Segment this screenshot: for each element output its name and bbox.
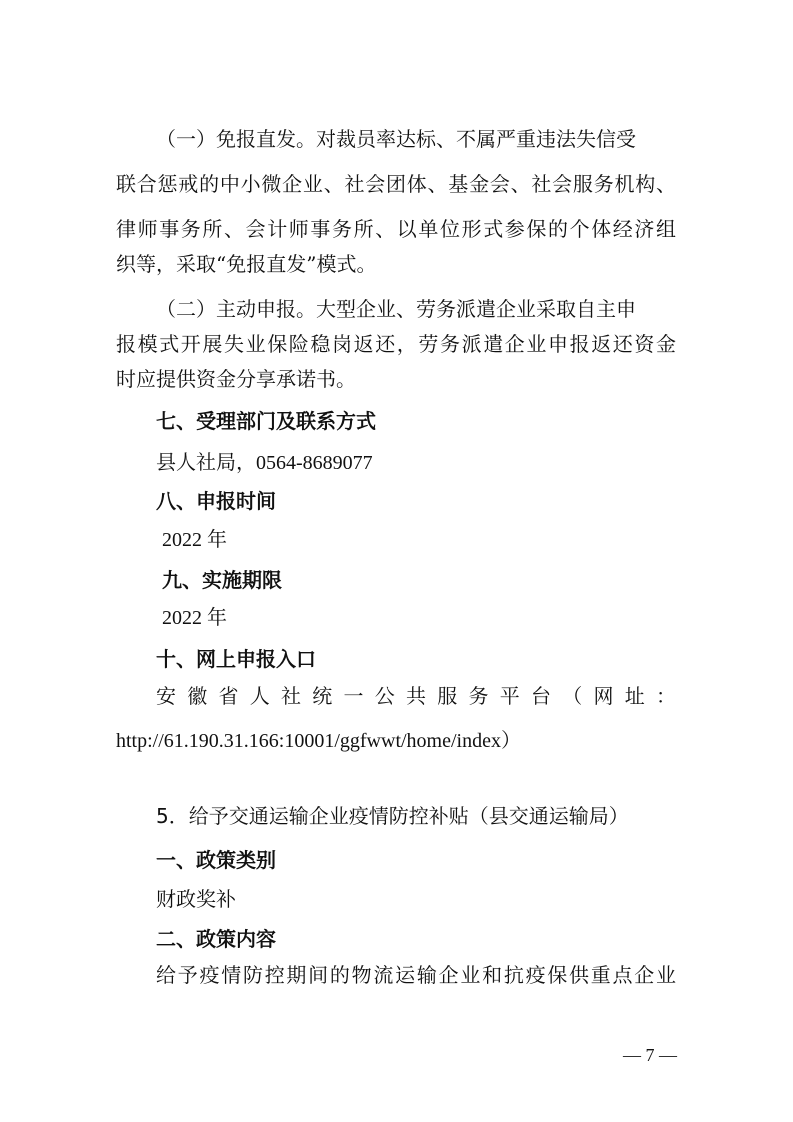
policy-5-section-2-heading: 二、政策内容 bbox=[156, 927, 276, 951]
policy-5-title: 5．给予交通运输企业疫情防控补贴（县交通运输局） bbox=[156, 804, 629, 828]
paragraph-2-line-3: 时应提供资金分享承诺书。 bbox=[116, 367, 356, 391]
paragraph-1-line-3: 律师事务所、会计师事务所、以单位形式参保的个体经济组 bbox=[116, 217, 676, 241]
page-number: — 7 — bbox=[623, 1045, 677, 1065]
section-10-heading: 十、网上申报入口 bbox=[156, 647, 316, 671]
section-10-content-line-1: 安徽省人社统一公共服务平台（网址： bbox=[156, 684, 676, 708]
paragraph-2-line-2: 报模式开展失业保险稳岗返还，劳务派遣企业申报返还资金 bbox=[116, 332, 676, 356]
policy-5-section-1-heading: 一、政策类别 bbox=[156, 848, 276, 872]
paragraph-1-line-4: 织等，采取“免报直发”模式。 bbox=[116, 252, 377, 276]
policy-5-section-1-content: 财政奖补 bbox=[156, 887, 236, 911]
paragraph-1-line-2: 联合惩戒的中小微企业、社会团体、基金会、社会服务机构、 bbox=[116, 172, 676, 196]
section-8-content: 2022 年 bbox=[162, 529, 227, 551]
section-9-heading: 九、实施期限 bbox=[162, 568, 282, 592]
policy-5-section-2-line-1: 给予疫情防控期间的物流运输企业和抗疫保供重点企业 bbox=[156, 963, 676, 987]
section-7-content: 县人社局，0564-8689077 bbox=[156, 452, 373, 474]
section-8-heading: 八、申报时间 bbox=[156, 489, 276, 513]
paragraph-1-line-1: （一）免报直发。对裁员率达标、不属严重违法失信受 bbox=[156, 127, 636, 151]
paragraph-2-line-1: （二）主动申报。大型企业、劳务派遣企业采取自主申 bbox=[156, 297, 636, 321]
online-entry-url: http://61.190.31.166:10001/ggfwwt/home/index） bbox=[116, 730, 521, 752]
section-9-content: 2022 年 bbox=[162, 607, 227, 629]
section-7-heading: 七、受理部门及联系方式 bbox=[156, 409, 376, 433]
